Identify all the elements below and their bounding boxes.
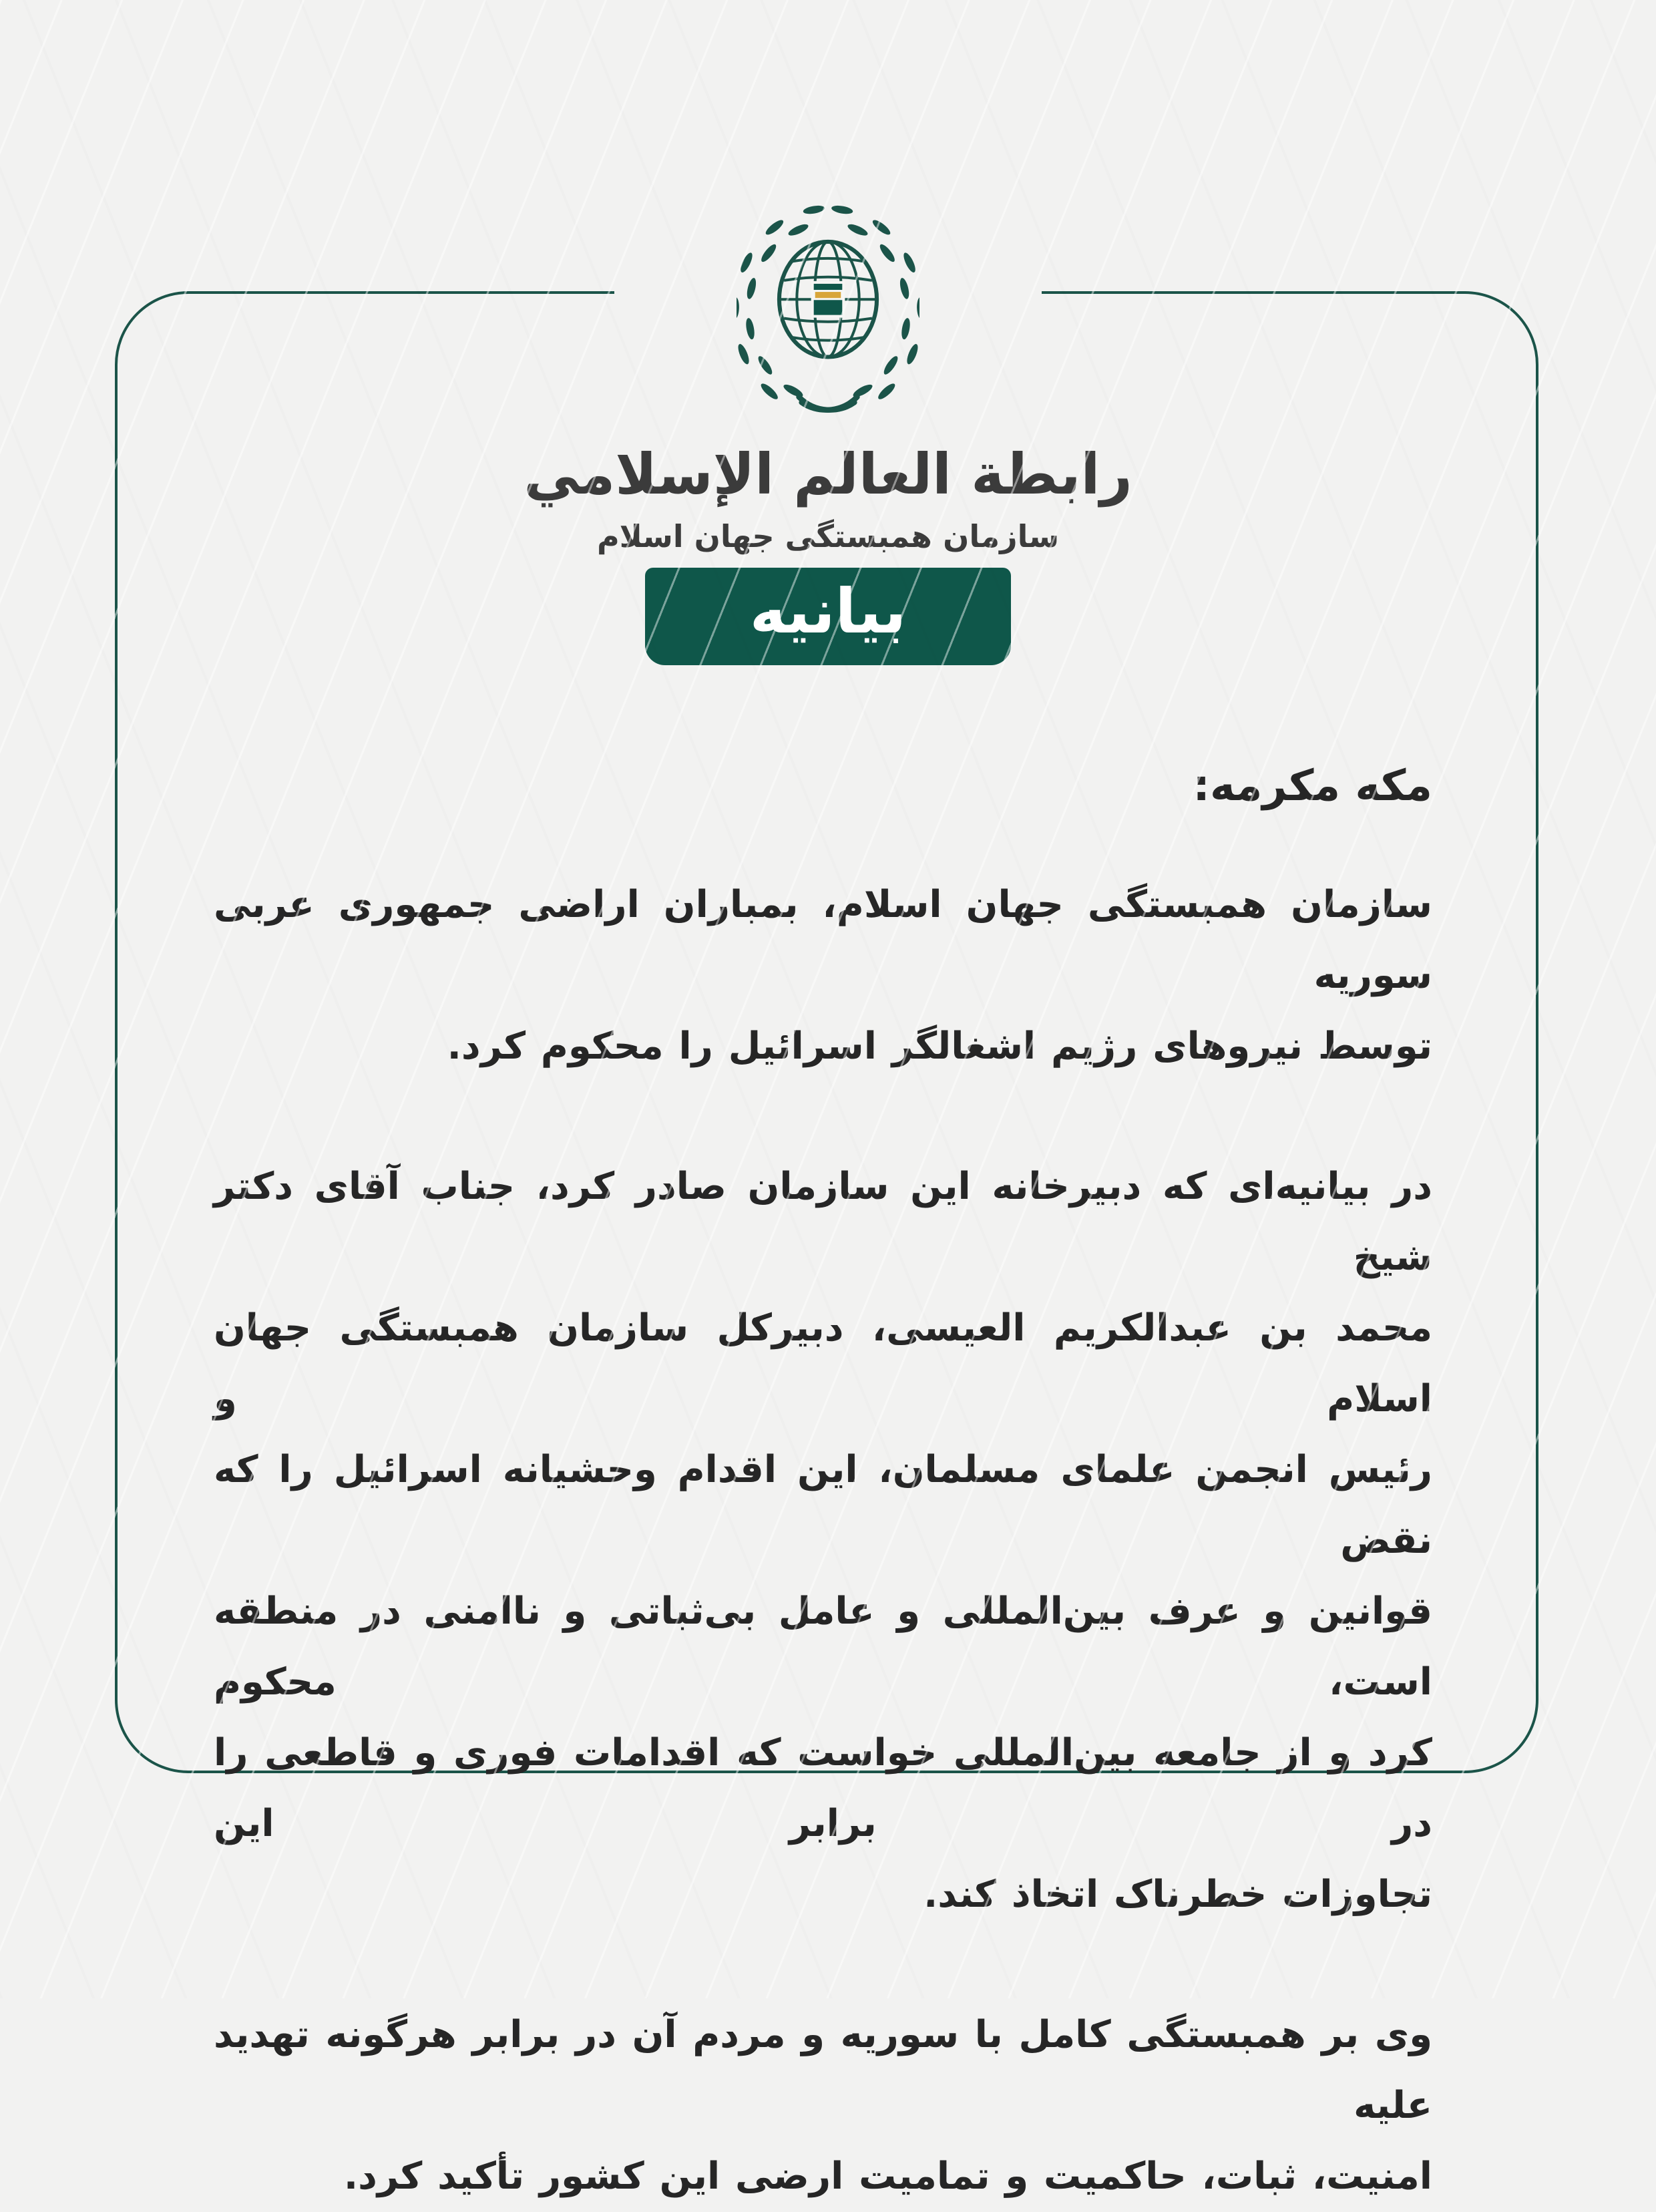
wreath-stems (799, 397, 857, 409)
kaaba-icon (811, 281, 845, 318)
salutation-heading: مکه مکرمه: (1193, 761, 1432, 811)
statement-banner (645, 568, 1011, 665)
text-line: رئیس انجمن علمای مسلمان، این اقدام وحشیانه اسرائیل را که نقض (214, 1448, 1432, 1562)
organization-subtitle: سازمان همبستگی جهان اسلام (596, 518, 1060, 554)
text-line: تجاوزات خطرناک اتخاذ کند. (923, 1873, 1432, 1916)
paragraph-3 (214, 2000, 1432, 2212)
text-line: توسط نیروهای رژیم اشغالگر اسرائیل را محکوم کرد. (447, 1025, 1432, 1068)
paragraph-2 (214, 1151, 1432, 1930)
text-line: محمد بن عبدالکریم العیسی، دبیرکل سازمان همبستگی جهان اسلام و (214, 1306, 1432, 1421)
text-line: سازمان همبستگی جهان اسلام، بمباران اراضی جمهوری عربی سوریه (214, 883, 1432, 997)
organization-logo-block (524, 198, 1132, 560)
arabic-calligraphy-title: رابطة العالم الإسلامي (524, 441, 1132, 507)
text-line: وی بر همبستگی کامل با سوریه و مردم آن در برابر هرگونه تهدید علیه (214, 2013, 1432, 2127)
statement-body (214, 749, 1432, 2212)
paragraph-1 (214, 870, 1432, 1082)
text-line: در بیانیه‌ای که دبیرخانه این سازمان صادر کرد، جناب آقای دکتر شیخ (214, 1165, 1432, 1279)
text-line: کرد و از جامعه بین‌المللی خواست که اقدامات فوری و قاطعی را در برابر این (214, 1731, 1432, 1845)
text-line: امنیت، ثبات، حاکمیت و تمامیت ارضی این کشور تأکید کرد. (343, 2155, 1432, 2198)
text-line: قوانین و عرف بین‌المللی و عامل بی‌ثباتی و ناامنی در منطقه است، محکوم (214, 1590, 1432, 1704)
banner-label: بیانیه (749, 576, 907, 647)
wreath-globe-logo-icon (737, 198, 919, 425)
